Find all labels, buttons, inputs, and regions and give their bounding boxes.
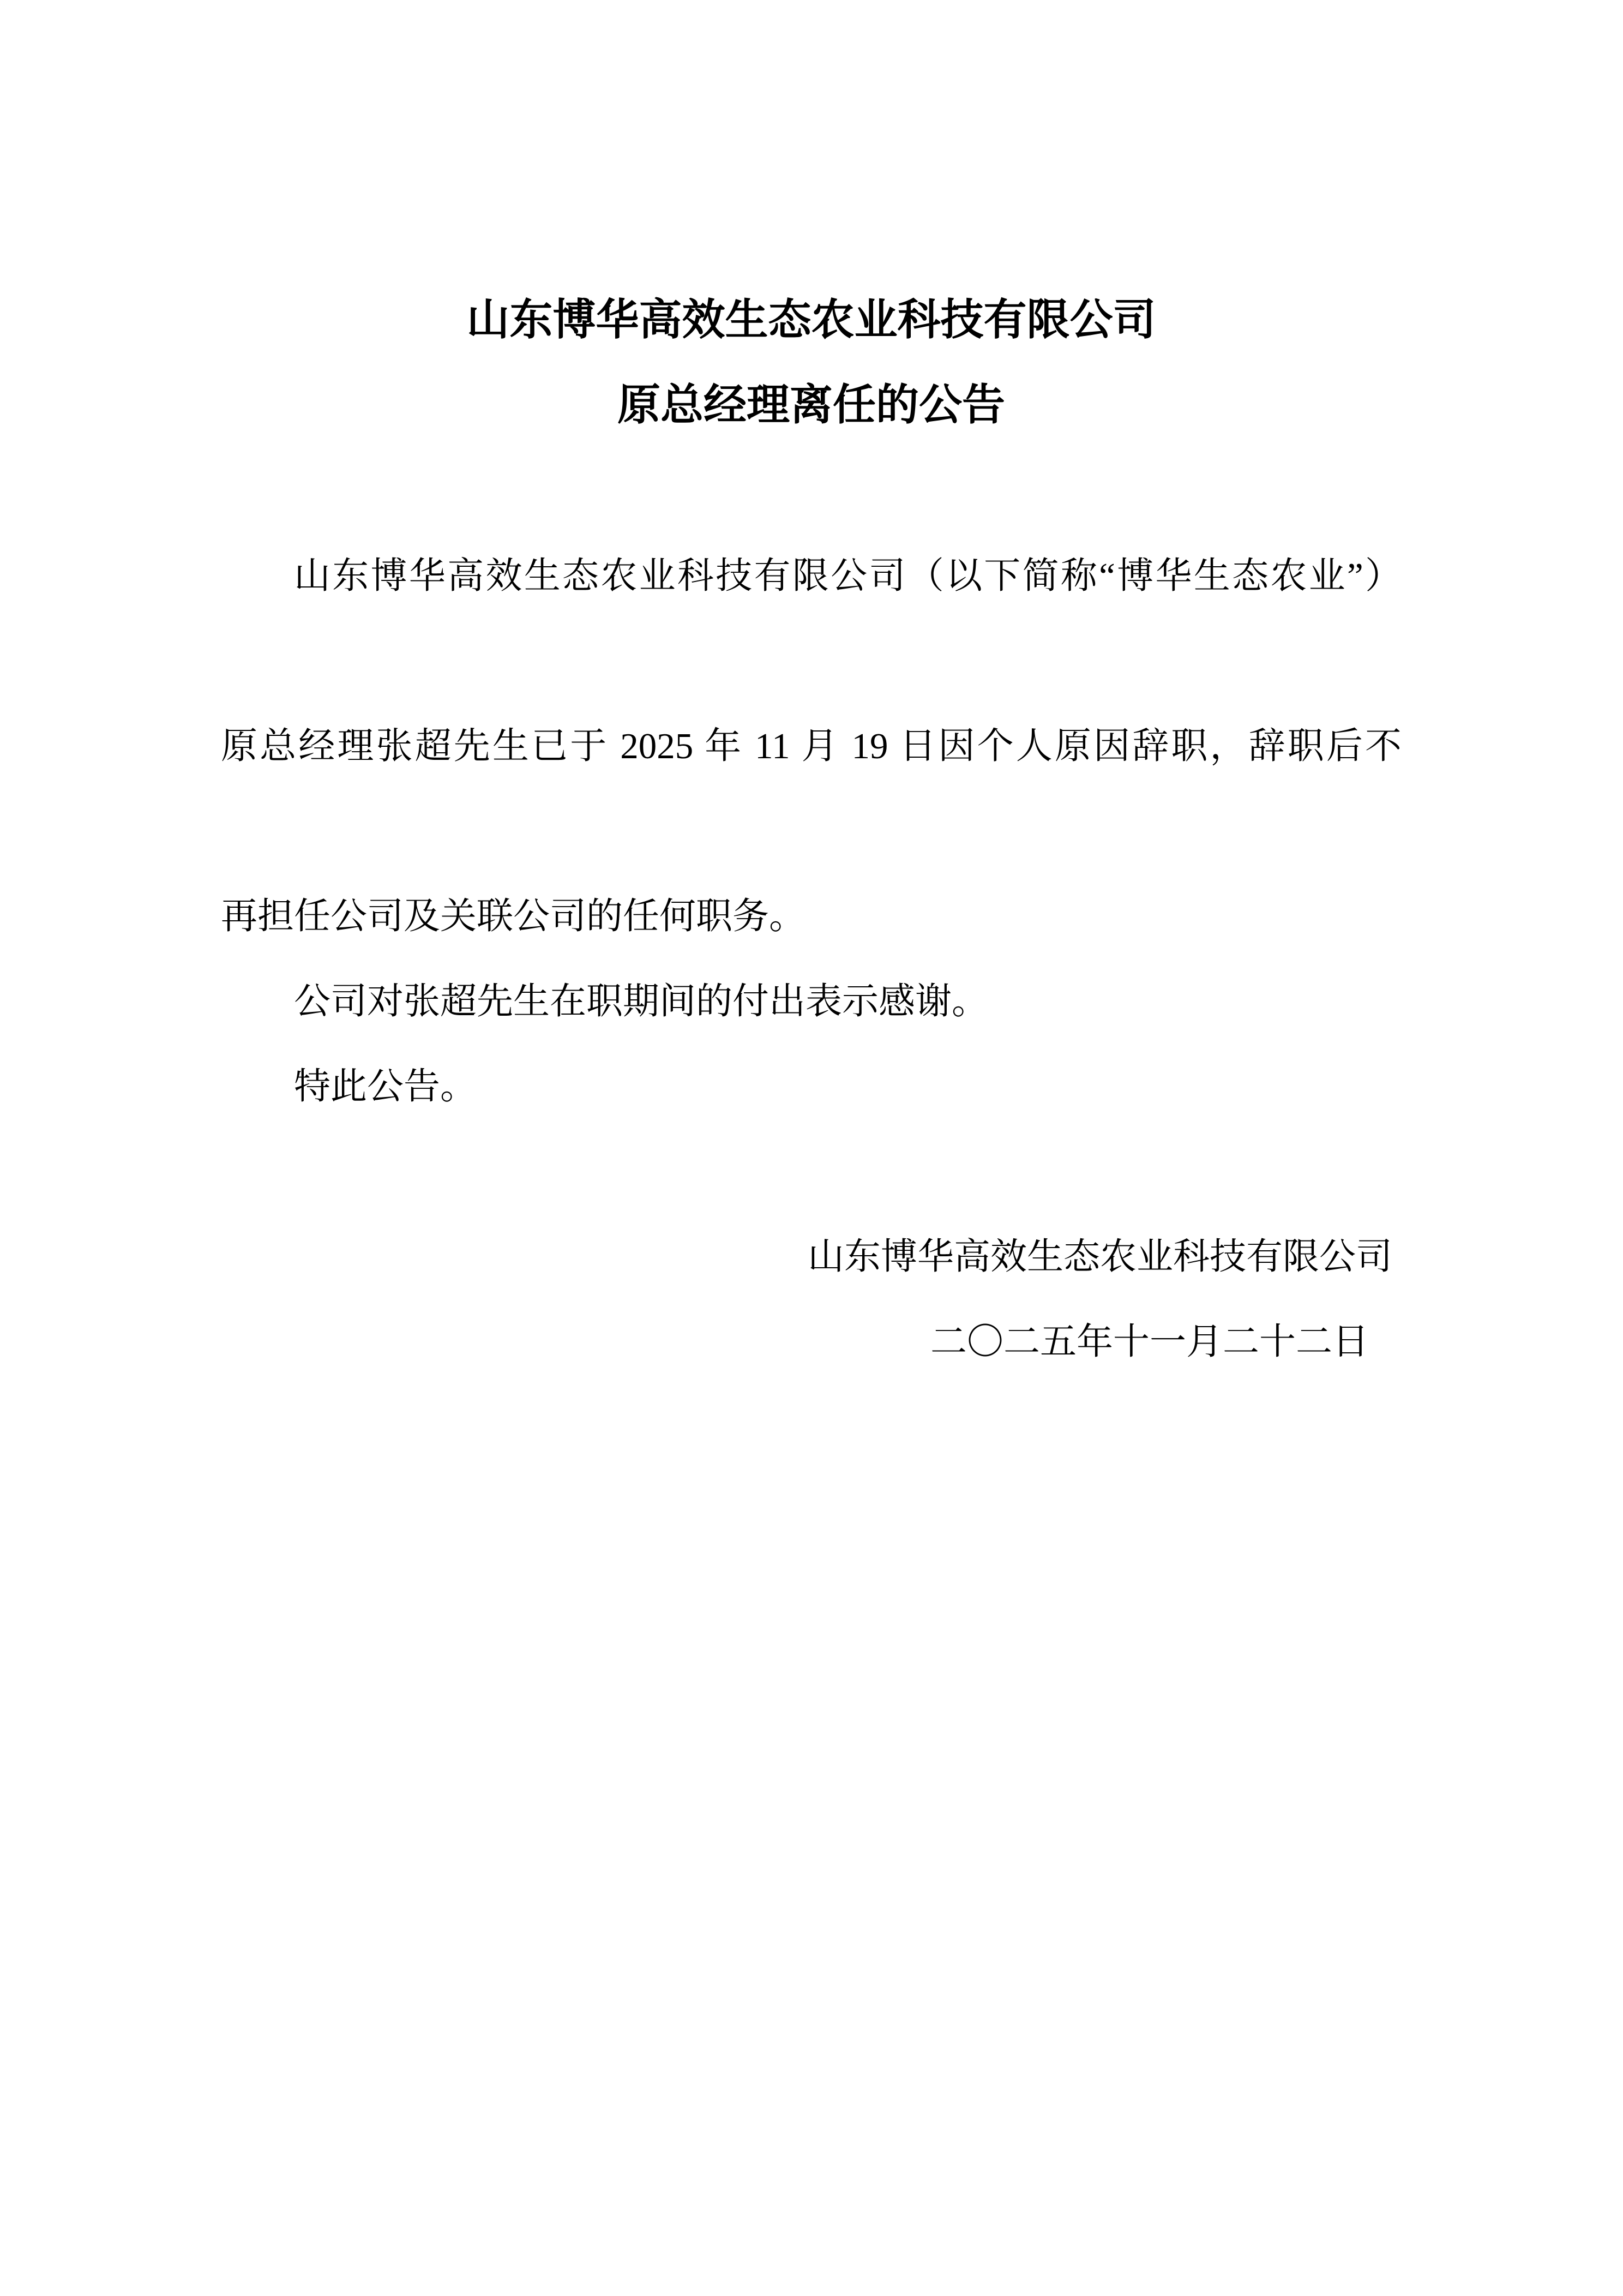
body-paragraph-1 (221, 533, 1402, 959)
blank-line (221, 448, 1402, 533)
page-title (221, 278, 1402, 448)
paragraph1-line2: 原总经理张超先生已于 2025 年 11 月 19 日因个人原因辞职，辞职后不 (221, 726, 1402, 766)
title-company-name: 山东博华高效生态农业科技有限公司 (466, 297, 1156, 344)
body-paragraph-2: 公司对张超先生在职期间的付出表示感谢。 (294, 981, 988, 1022)
body-paragraph-3: 特此公告。 (294, 1066, 477, 1107)
signature-date: 二〇二五年十一月二十二日 (930, 1322, 1369, 1362)
blank-line (221, 1129, 1402, 1214)
title-subject: 原总经理离任的公告 (617, 382, 1005, 429)
signature-company-name: 山东博华高效生态农业科技有限公司 (808, 1237, 1392, 1277)
paragraph1-line1: 山东博华高效生态农业科技有限公司（以下简称“博华生态农业”） (294, 556, 1402, 596)
paragraph1-line3: 再担任公司及关联公司的任何职务。 (221, 896, 806, 937)
